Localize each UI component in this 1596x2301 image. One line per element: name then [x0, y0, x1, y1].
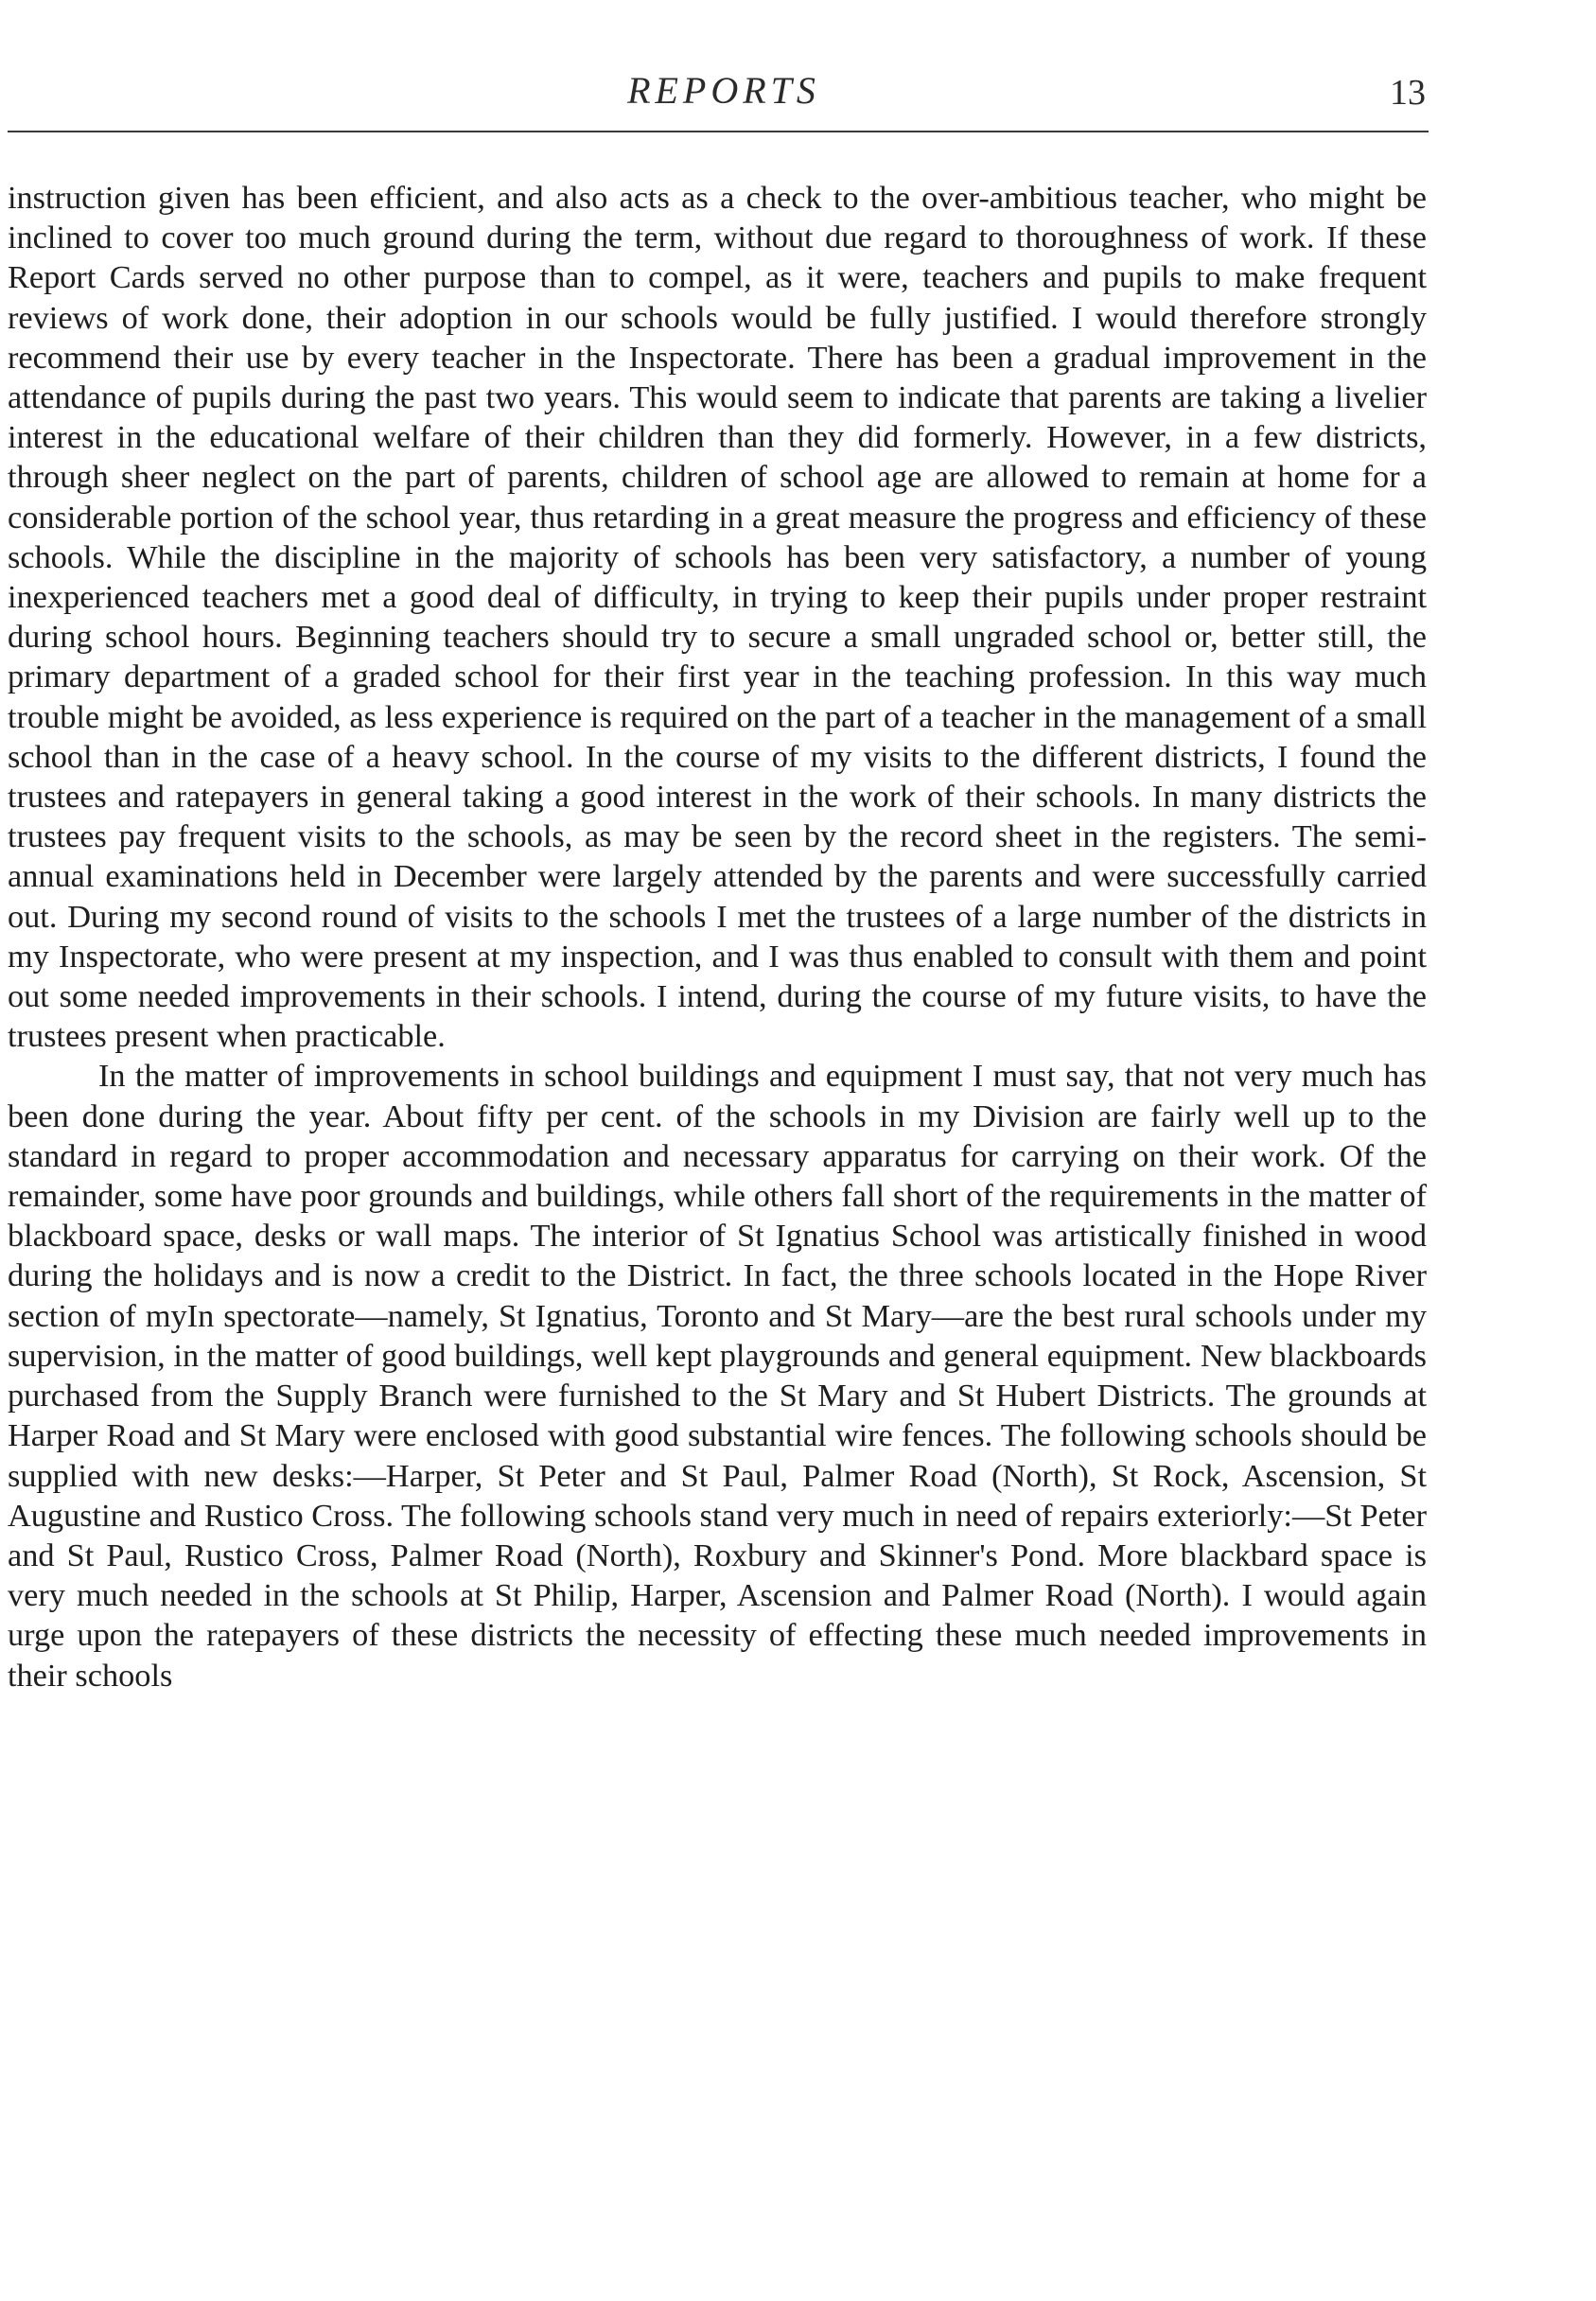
body-text — [8, 178, 1427, 1695]
paragraph-continued: instruction given has been efficient, and also acts as a check to the over-ambitious teacher, who might be inclined to cover too much ground during the term, without due regard to thoroughness of work. If these Report Cards served no other purpose than to compel, as it were, teachers and pupils to make frequent reviews of work done, their adoption in our schools would be fully justified. I would therefore strongly recommend their use by every teacher in the Inspectorate. There has been a gradual improvement in the attendance of pupils during the past two years. This would seem to indicate that parents are taking a livelier interest in the educational welfare of their children than they did formerly. However, in a few districts, through sheer neglect on the part of parents, children of school age are allowed to remain at home for a considerable portion of the school year, thus retarding in a great measure the progress and efficiency of these schools. While the discipline in the majority of schools has been very satisfactory, a number of young inexperienced teachers met a good deal of difficulty, in trying to keep their pupils under proper restraint during school hours. Beginning teachers should try to secure a small ungraded school or, better still, the primary department of a graded school for their first year in the teaching profession. In this way much trouble might be avoided, as less experience is required on the part of a teacher in the management of a small school than in the case of a heavy school. In the course of my visits to the different districts, I found the trustees and ratepayers in general taking a good interest in the work of their schools. In many districts the trustees pay frequent visits to the schools, as may be seen by the record sheet in the registers. The semi-annual examinations held in December were largely attended by the parents and were successfully carried out. During my second round of visits to the schools I met the trustees of a large number of the districts in my Inspectorate, who were present at my inspection, and I was thus enabled to consult with them and point out some needed improvements in their schools. I intend, during the course of my future visits, to have the trustees present when practicable. — [8, 180, 1427, 1055]
header-rule — [8, 131, 1429, 132]
page-number: 13 — [1390, 73, 1426, 113]
paragraph-improvements: In the matter of improvements in school buildings and equipment I must say, that not very much has been done during the year. About fifty per cent. of the schools in my Division are fairly well up to the standard in regard to proper accommodation and necessary apparatus for carrying on their work. Of the remainder, some have poor grounds and buildings, while others fall short of the requirements in the matter of blackboard space, desks or wall maps. The interior of St Ignatius School was artistically finished in wood during the holidays and is now a credit to the District. In fact, the three schools located in the Hope River section of myIn spectorate—namely, St Ignatius, Toronto and St Mary—are the best rural schools under my supervision, in the matter of good buildings, well kept playgrounds and general equipment. New blackboards purchased from the Supply Branch were furnished to the St Mary and St Hubert Districts. The grounds at Harper Road and St Mary were enclosed with good substantial wire fences. The following schools should be supplied with new desks:—Harper, St Peter and St Paul, Palmer Road (North), St Rock, Ascension, St Augustine and Rustico Cross. The following schools stand very much in need of repairs exteriorly:—St Peter and St Paul, Rustico Cross, Palmer Road (North), Roxbury and Skinner's Pond. More blackbard space is very much needed in the schools at St Philip, Harper, Ascension and Palmer Road (North). I would again urge upon the ratepayers of these districts the necessity of effecting these much needed improvements in their schools — [8, 1058, 1427, 1694]
running-header — [0, 68, 1596, 125]
running-header-title: REPORTS — [627, 69, 820, 112]
